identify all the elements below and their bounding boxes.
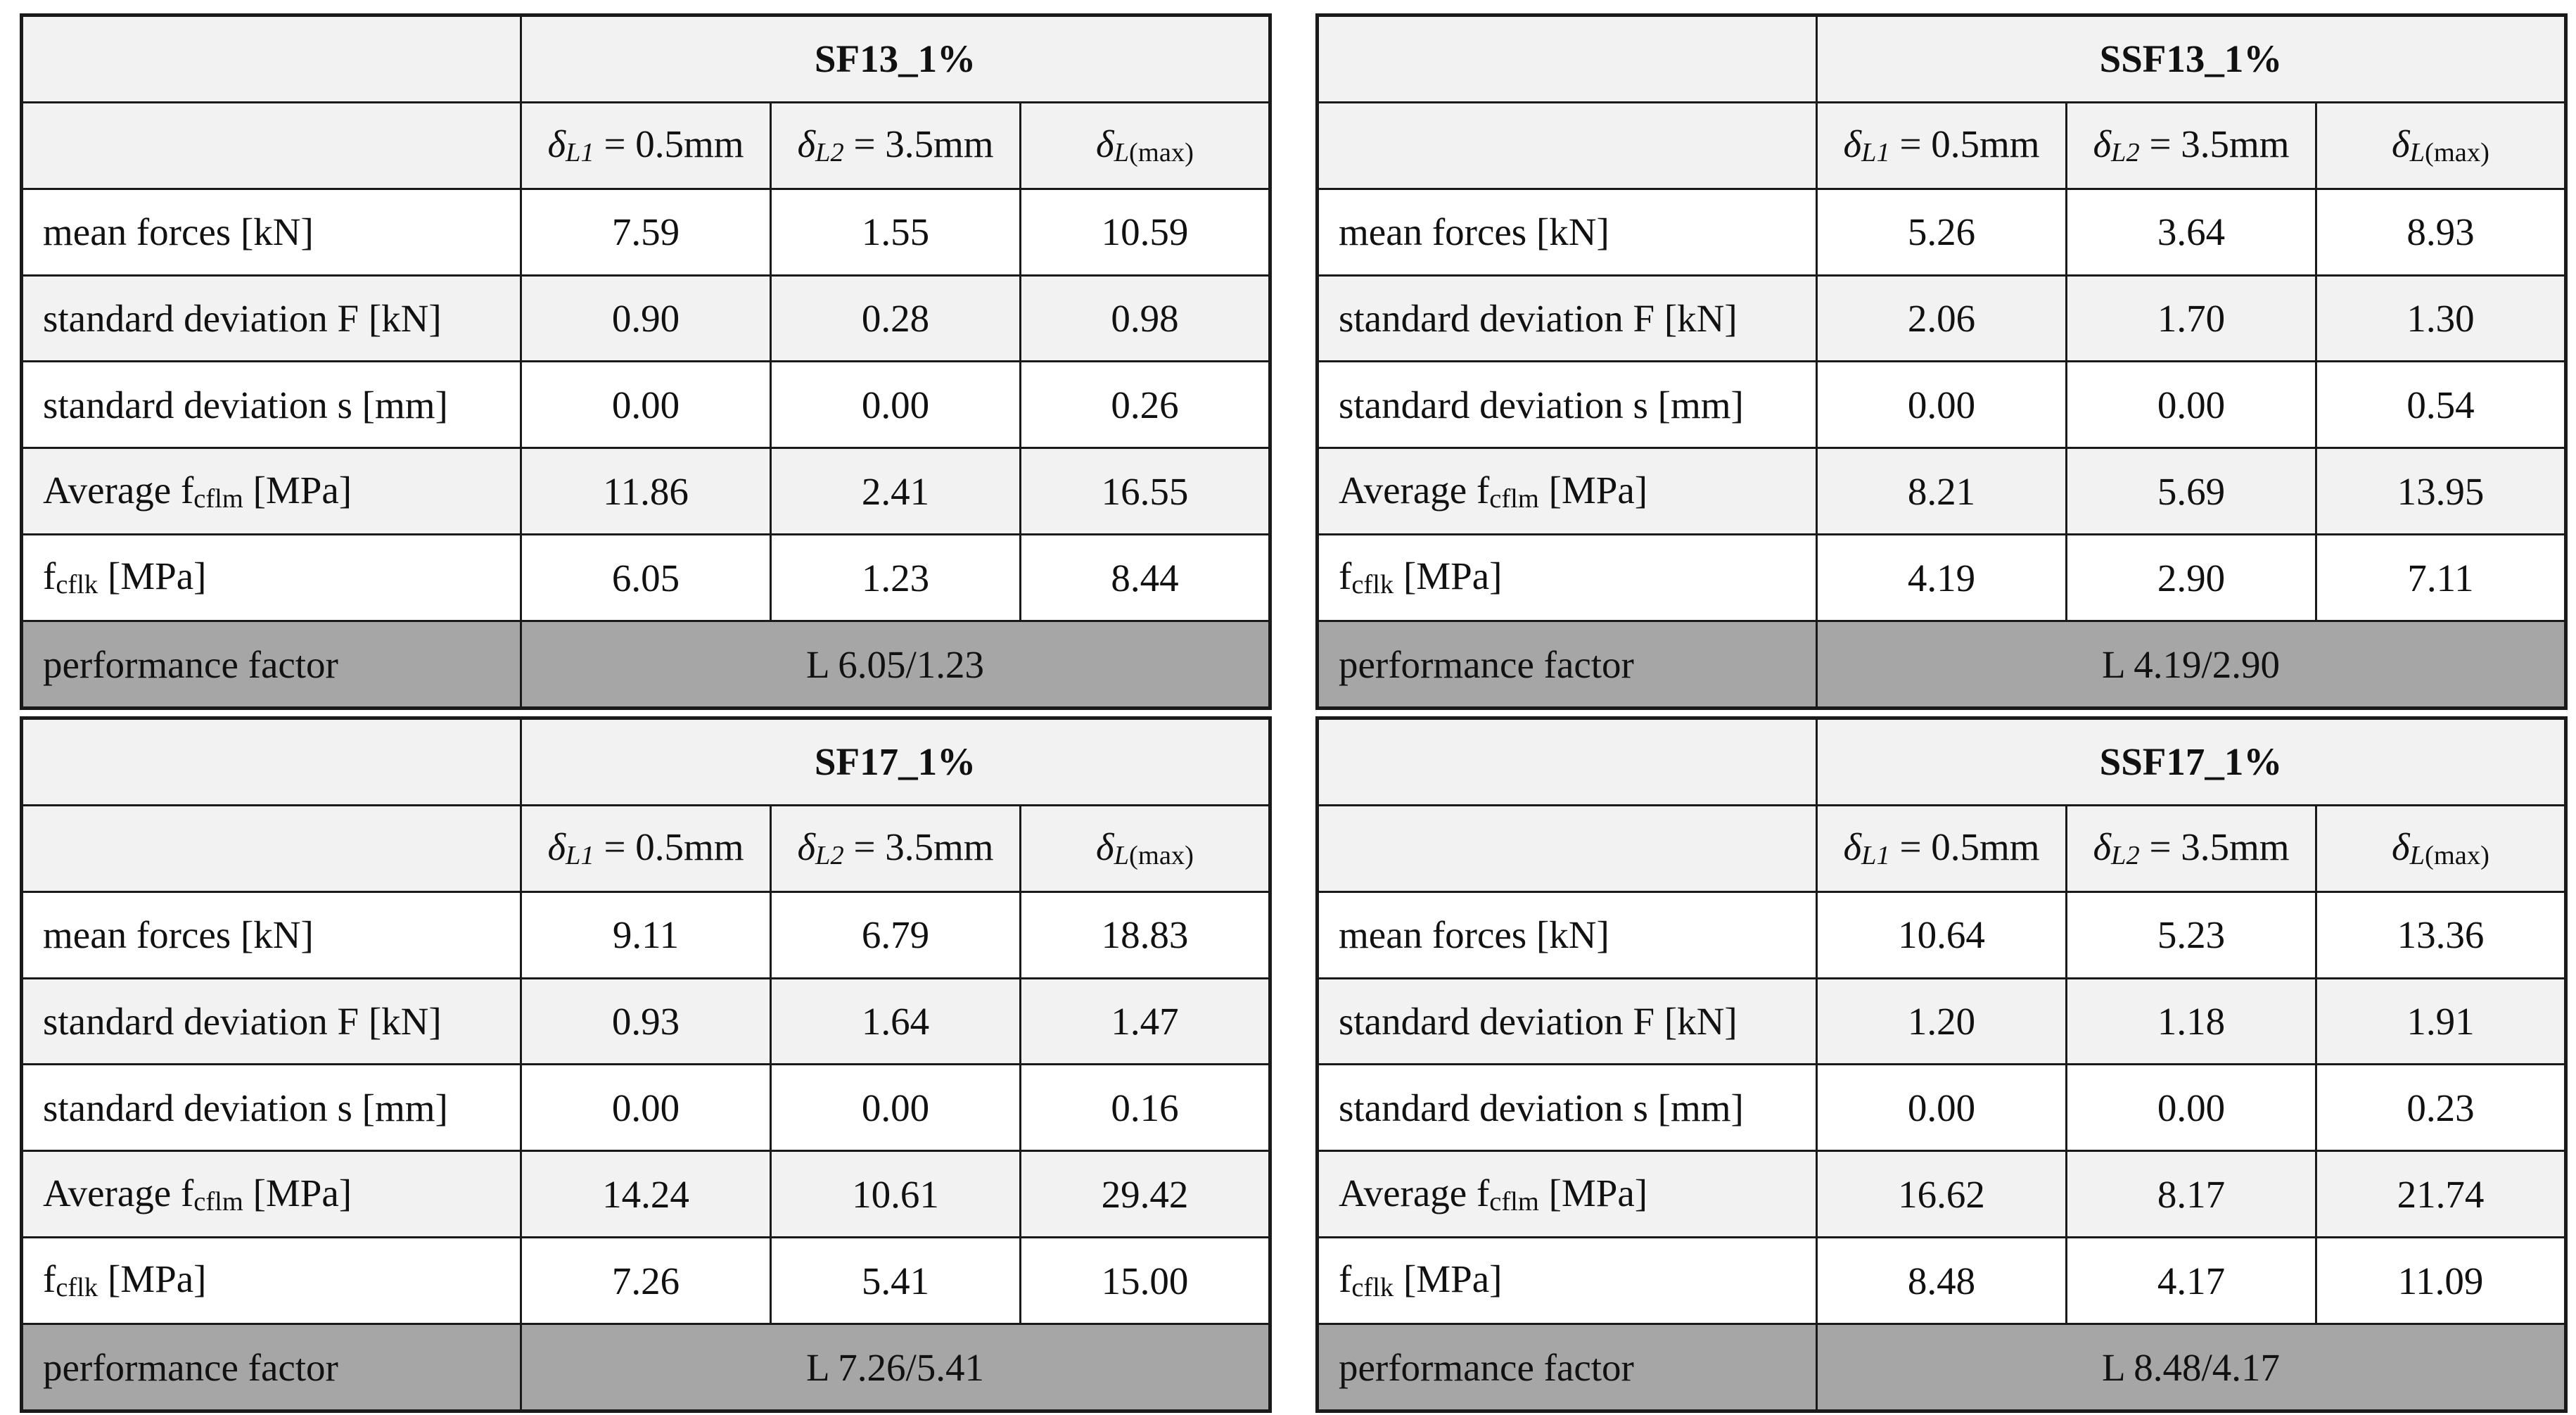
value-cell: 0.00 <box>521 1065 771 1151</box>
value-cell: 1.20 <box>1817 978 2067 1065</box>
label-prefix: f <box>43 554 56 598</box>
row-label: performance factor <box>1318 621 1817 709</box>
table-title: SF13_1% <box>521 15 1270 103</box>
std-displacement-row <box>1318 1065 2566 1151</box>
header-value: = 3.5mm <box>843 825 994 869</box>
delta-symbol: δ <box>547 825 566 869</box>
mean-forces-row <box>1318 891 2566 978</box>
value-cell: 16.62 <box>1817 1151 2067 1238</box>
column-header-row <box>1318 805 2566 891</box>
delta-symbol: δ <box>1096 825 1114 869</box>
average-strength-row <box>22 448 1270 535</box>
delta-symbol: δ <box>2392 122 2410 166</box>
performance-value: L 6.05/1.23 <box>521 621 1270 709</box>
label-subscript: cflk <box>1351 1273 1394 1303</box>
label-prefix: Average f <box>43 468 194 512</box>
table-title: SF17_1% <box>521 718 1270 806</box>
label-suffix: [MPa] <box>98 1257 207 1301</box>
std-force-row <box>22 275 1270 362</box>
value-cell: 5.69 <box>2067 448 2316 535</box>
row-label: standard deviation F [kN] <box>22 275 521 362</box>
row-label: standard deviation F [kN] <box>22 978 521 1065</box>
header-value: = 3.5mm <box>843 122 994 166</box>
row-label: performance factor <box>22 1324 521 1411</box>
value-cell: 10.61 <box>771 1151 1021 1238</box>
delta-symbol: δ <box>797 122 816 166</box>
value-cell: 2.41 <box>771 448 1021 535</box>
delta-subscript: L <box>1114 840 1130 870</box>
value-cell: 1.70 <box>2067 275 2316 362</box>
value-cell: 6.79 <box>771 891 1021 978</box>
average-strength-row <box>1318 1151 2566 1238</box>
characteristic-strength-row <box>1318 1238 2566 1324</box>
average-strength-row <box>22 1151 1270 1238</box>
mean-forces-row <box>1318 189 2566 275</box>
label-prefix: Average f <box>1339 468 1490 512</box>
characteristic-strength-row <box>1318 535 2566 621</box>
value-cell: 0.00 <box>2067 362 2316 448</box>
value-cell: 9.11 <box>521 891 771 978</box>
label-subscript: cflm <box>1489 483 1539 514</box>
label-subscript: cflk <box>1351 570 1394 600</box>
delta-subscript: L2 <box>2111 137 2140 167</box>
label-suffix: [MPa] <box>1394 554 1503 598</box>
label-suffix: [MPa] <box>98 554 207 598</box>
delta-symbol: δ <box>1843 122 1862 166</box>
std-displacement-row <box>22 362 1270 448</box>
label-prefix: f <box>1339 554 1352 598</box>
header-delta-max <box>1021 102 1270 189</box>
delta-symbol: δ <box>547 122 566 166</box>
value-cell: 8.21 <box>1817 448 2067 535</box>
label-subscript: cflk <box>56 1273 98 1303</box>
label-suffix: [MPa] <box>1394 1257 1503 1301</box>
mean-forces-row <box>22 189 1270 275</box>
value-cell: 0.26 <box>1021 362 1270 448</box>
delta-subscript: L2 <box>815 840 844 870</box>
title-row <box>22 15 1270 103</box>
average-strength-row <box>1318 448 2566 535</box>
row-label: mean forces [kN] <box>22 189 521 275</box>
performance-value: L 8.48/4.17 <box>1817 1324 2566 1411</box>
row-label: standard deviation F [kN] <box>1318 978 1817 1065</box>
value-cell: 0.00 <box>771 362 1021 448</box>
row-label <box>1318 1151 1817 1238</box>
performance-row <box>22 1324 1270 1411</box>
value-cell: 13.95 <box>2316 448 2566 535</box>
value-cell: 0.16 <box>1021 1065 1270 1151</box>
value-cell: 6.05 <box>521 535 771 621</box>
header-delta-max <box>2316 805 2566 891</box>
value-cell: 16.55 <box>1021 448 1270 535</box>
table-title: SSF13_1% <box>1817 15 2566 103</box>
row-label: performance factor <box>22 621 521 709</box>
empty-corner-cell <box>1318 15 1817 103</box>
row-label <box>1318 448 1817 535</box>
delta-symbol: δ <box>797 825 816 869</box>
delta-subscript-max: (max) <box>1129 137 1194 167</box>
table-panel-ssf13 <box>1315 13 2563 710</box>
value-cell: 5.41 <box>771 1238 1021 1324</box>
delta-subscript: L <box>2409 840 2425 870</box>
value-cell: 11.86 <box>521 448 771 535</box>
characteristic-strength-row <box>22 1238 1270 1324</box>
results-table <box>1315 13 2568 710</box>
header-delta-l2 <box>771 102 1021 189</box>
empty-header-cell <box>1318 102 1817 189</box>
value-cell: 8.48 <box>1817 1238 2067 1324</box>
delta-subscript-max: (max) <box>2425 137 2489 167</box>
performance-value: L 7.26/5.41 <box>521 1324 1270 1411</box>
table-panel-sf17 <box>20 716 1268 1413</box>
value-cell: 2.06 <box>1817 275 2067 362</box>
delta-subscript: L1 <box>566 137 594 167</box>
label-suffix: [MPa] <box>243 468 352 512</box>
row-label: performance factor <box>1318 1324 1817 1411</box>
header-value: = 0.5mm <box>1889 122 2040 166</box>
empty-header-cell <box>1318 805 1817 891</box>
row-label: standard deviation s [mm] <box>1318 1065 1817 1151</box>
std-force-row <box>22 978 1270 1065</box>
value-cell: 0.00 <box>771 1065 1021 1151</box>
delta-subscript: L2 <box>2111 840 2140 870</box>
std-displacement-row <box>22 1065 1270 1151</box>
value-cell: 0.00 <box>2067 1065 2316 1151</box>
header-delta-l1 <box>1817 805 2067 891</box>
value-cell: 0.90 <box>521 275 771 362</box>
label-prefix: f <box>43 1257 56 1301</box>
delta-symbol: δ <box>1096 122 1114 166</box>
value-cell: 3.64 <box>2067 189 2316 275</box>
value-cell: 18.83 <box>1021 891 1270 978</box>
delta-symbol: δ <box>2093 122 2112 166</box>
empty-header-cell <box>22 102 521 189</box>
label-suffix: [MPa] <box>1538 468 1648 512</box>
label-prefix: Average f <box>43 1171 194 1214</box>
value-cell: 14.24 <box>521 1151 771 1238</box>
delta-subscript-max: (max) <box>1129 840 1194 870</box>
empty-corner-cell <box>22 718 521 806</box>
table-panel-sf13 <box>20 13 1268 710</box>
value-cell: 21.74 <box>2316 1151 2566 1238</box>
header-value: = 3.5mm <box>2139 825 2290 869</box>
title-row <box>1318 15 2566 103</box>
value-cell: 1.18 <box>2067 978 2316 1065</box>
value-cell: 5.23 <box>2067 891 2316 978</box>
value-cell: 0.54 <box>2316 362 2566 448</box>
performance-row <box>1318 621 2566 709</box>
value-cell: 7.26 <box>521 1238 771 1324</box>
value-cell: 8.17 <box>2067 1151 2316 1238</box>
label-prefix: f <box>1339 1257 1352 1301</box>
label-subscript: cflk <box>56 570 98 600</box>
value-cell: 1.47 <box>1021 978 1270 1065</box>
value-cell: 7.11 <box>2316 535 2566 621</box>
row-label <box>1318 1238 1817 1324</box>
mean-forces-row <box>22 891 1270 978</box>
value-cell: 0.00 <box>521 362 771 448</box>
performance-row <box>22 621 1270 709</box>
value-cell: 7.59 <box>521 189 771 275</box>
header-delta-max <box>2316 102 2566 189</box>
value-cell: 29.42 <box>1021 1151 1270 1238</box>
value-cell: 8.44 <box>1021 535 1270 621</box>
value-cell: 5.26 <box>1817 189 2067 275</box>
results-table <box>20 13 1272 710</box>
row-label <box>22 1151 521 1238</box>
header-delta-max <box>1021 805 1270 891</box>
header-value: = 0.5mm <box>594 825 744 869</box>
delta-subscript: L <box>1114 137 1130 167</box>
row-label: standard deviation s [mm] <box>1318 362 1817 448</box>
row-label: mean forces [kN] <box>1318 189 1817 275</box>
value-cell: 1.91 <box>2316 978 2566 1065</box>
value-cell: 10.64 <box>1817 891 2067 978</box>
std-force-row <box>1318 978 2566 1065</box>
performance-row <box>1318 1324 2566 1411</box>
column-header-row <box>22 102 1270 189</box>
value-cell: 2.90 <box>2067 535 2316 621</box>
header-delta-l1 <box>521 102 771 189</box>
header-value: = 3.5mm <box>2139 122 2290 166</box>
delta-subscript: L1 <box>1861 137 1890 167</box>
value-cell: 1.30 <box>2316 275 2566 362</box>
results-table <box>20 716 1272 1413</box>
delta-symbol: δ <box>1843 825 1862 869</box>
value-cell: 10.59 <box>1021 189 1270 275</box>
value-cell: 1.55 <box>771 189 1021 275</box>
row-label: mean forces [kN] <box>1318 891 1817 978</box>
title-row <box>22 718 1270 806</box>
empty-corner-cell <box>1318 718 1817 806</box>
header-value: = 0.5mm <box>1889 825 2040 869</box>
row-label <box>22 448 521 535</box>
row-label: standard deviation s [mm] <box>22 362 521 448</box>
delta-subscript-max: (max) <box>2425 840 2489 870</box>
value-cell: 1.23 <box>771 535 1021 621</box>
row-label: mean forces [kN] <box>22 891 521 978</box>
value-cell: 1.64 <box>771 978 1021 1065</box>
value-cell: 0.00 <box>1817 362 2067 448</box>
header-value: = 0.5mm <box>594 122 744 166</box>
label-suffix: [MPa] <box>1538 1171 1648 1214</box>
value-cell: 0.93 <box>521 978 771 1065</box>
value-cell: 4.17 <box>2067 1238 2316 1324</box>
value-cell: 0.23 <box>2316 1065 2566 1151</box>
row-label <box>1318 535 1817 621</box>
characteristic-strength-row <box>22 535 1270 621</box>
label-prefix: Average f <box>1339 1171 1490 1214</box>
label-subscript: cflm <box>193 483 243 514</box>
empty-corner-cell <box>22 15 521 103</box>
value-cell: 13.36 <box>2316 891 2566 978</box>
label-subscript: cflm <box>1489 1186 1539 1217</box>
table-title: SSF17_1% <box>1817 718 2566 806</box>
performance-value: L 4.19/2.90 <box>1817 621 2566 709</box>
header-delta-l2 <box>771 805 1021 891</box>
value-cell: 0.98 <box>1021 275 1270 362</box>
header-delta-l1 <box>521 805 771 891</box>
row-label: standard deviation s [mm] <box>22 1065 521 1151</box>
delta-symbol: δ <box>2093 825 2112 869</box>
delta-subscript: L1 <box>566 840 594 870</box>
label-subscript: cflm <box>193 1186 243 1217</box>
results-table <box>1315 716 2568 1413</box>
delta-subscript: L <box>2409 137 2425 167</box>
std-displacement-row <box>1318 362 2566 448</box>
value-cell: 8.93 <box>2316 189 2566 275</box>
column-header-row <box>22 805 1270 891</box>
label-suffix: [MPa] <box>243 1171 352 1214</box>
delta-subscript: L1 <box>1861 840 1890 870</box>
value-cell: 0.00 <box>1817 1065 2067 1151</box>
column-header-row <box>1318 102 2566 189</box>
value-cell: 0.28 <box>771 275 1021 362</box>
value-cell: 11.09 <box>2316 1238 2566 1324</box>
std-force-row <box>1318 275 2566 362</box>
row-label <box>22 535 521 621</box>
row-label <box>22 1238 521 1324</box>
value-cell: 15.00 <box>1021 1238 1270 1324</box>
delta-subscript: L2 <box>815 137 844 167</box>
table-panel-ssf17 <box>1315 716 2563 1413</box>
header-delta-l2 <box>2067 102 2316 189</box>
delta-symbol: δ <box>2392 825 2410 869</box>
empty-header-cell <box>22 805 521 891</box>
title-row <box>1318 718 2566 806</box>
row-label: standard deviation F [kN] <box>1318 275 1817 362</box>
header-delta-l1 <box>1817 102 2067 189</box>
header-delta-l2 <box>2067 805 2316 891</box>
value-cell: 4.19 <box>1817 535 2067 621</box>
